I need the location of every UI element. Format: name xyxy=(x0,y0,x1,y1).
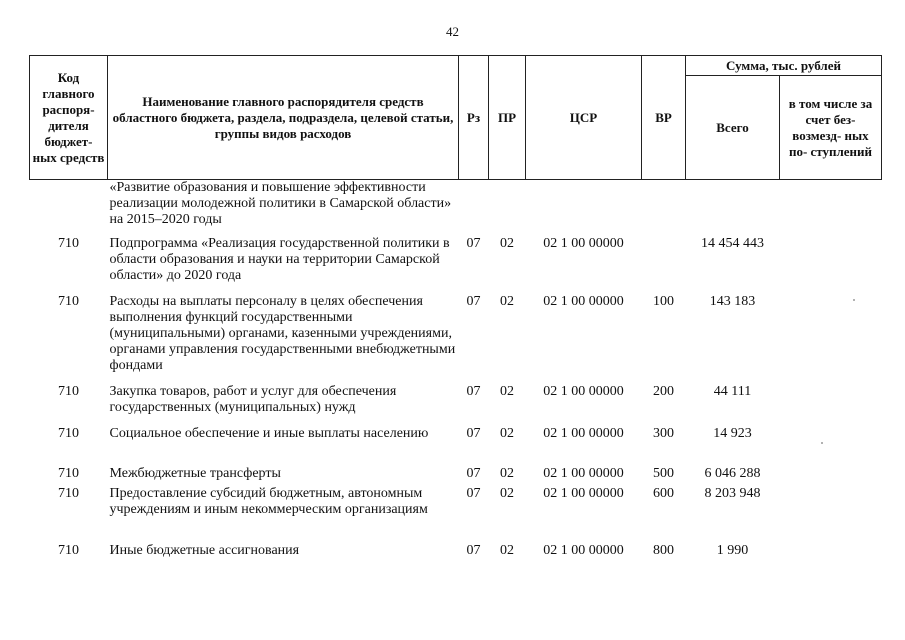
cell-total: 143 183 xyxy=(709,293,756,309)
table-row xyxy=(30,384,882,426)
cell-incl xyxy=(780,180,882,236)
cell-vr xyxy=(642,236,686,294)
cell-name: Закупка товаров, работ и услуг для обеспечения государственных (муниципальных) нужд xyxy=(109,383,397,415)
cell-name: Расходы на выплаты персоналу в целях обеспечения выполнения функций государственными (муниципальными) органами, казенными учреждениями, органами управления государственными внебюджетными фондами xyxy=(109,293,456,373)
cell-incl xyxy=(780,426,882,466)
table-row xyxy=(30,543,882,563)
cell-code: 710 xyxy=(58,542,79,558)
cell-total: 14 923 xyxy=(713,425,752,441)
cell-pr xyxy=(489,180,526,236)
cell-pr: 02 xyxy=(500,293,514,309)
header-csr: ЦСР xyxy=(526,56,642,180)
cell-code: 710 xyxy=(58,293,79,309)
header-code: Код главного распоря- дителя бюджет- ных средств xyxy=(30,56,108,180)
cell-csr xyxy=(526,180,642,236)
page-number: 42 xyxy=(446,24,459,39)
header-pr: ПР xyxy=(489,56,526,180)
cell-name: Межбюджетные трансферты xyxy=(109,465,281,481)
cell-code: 710 xyxy=(58,235,79,251)
cell-pr: 02 xyxy=(500,485,514,501)
cell-vr: 800 xyxy=(653,542,674,558)
cell-code xyxy=(30,180,108,236)
cell-rz: 07 xyxy=(466,425,481,441)
cell-vr: 300 xyxy=(653,425,674,441)
cell-rz xyxy=(459,180,489,236)
cell-rz: 07 xyxy=(466,465,481,481)
header-vr: ВР xyxy=(642,56,686,180)
cell-incl xyxy=(780,236,882,294)
cell-pr: 02 xyxy=(500,542,514,558)
cell-csr: 02 1 00 00000 xyxy=(543,485,624,501)
cell-csr: 02 1 00 00000 xyxy=(543,235,624,251)
table-row xyxy=(30,426,882,466)
cell-name: Социальное обеспечение и иные выплаты населению xyxy=(109,425,429,441)
cell-csr: 02 1 00 00000 xyxy=(543,425,624,441)
cell-csr: 02 1 00 00000 xyxy=(543,542,624,558)
header-incl: в том числе за счет без- возмезд- ных по- ступлений xyxy=(780,76,882,180)
cell-vr: 100 xyxy=(653,293,674,309)
cell-csr: 02 1 00 00000 xyxy=(543,383,624,399)
cell-rz: 07 xyxy=(466,293,481,309)
cell-name: Подпрограмма «Реализация государственной политики в области образования и науки на территории Самарской области» до 2020 года xyxy=(109,235,450,283)
budget-table xyxy=(29,55,882,563)
cell-pr: 02 xyxy=(500,425,514,441)
cell-incl xyxy=(780,294,882,384)
cell-csr: 02 1 00 00000 xyxy=(543,293,624,309)
cell-vr xyxy=(642,180,686,236)
cell-name: Иные бюджетные ассигнования xyxy=(109,542,300,558)
cell-incl xyxy=(780,486,882,543)
table-row xyxy=(30,236,882,294)
table-header xyxy=(30,56,882,180)
cell-incl xyxy=(780,466,882,486)
cell-code: 710 xyxy=(58,485,79,501)
cell-total: 6 046 288 xyxy=(704,465,761,481)
cell-total xyxy=(686,180,780,236)
cell-total: 8 203 948 xyxy=(704,485,761,501)
table-body xyxy=(30,180,882,563)
cell-code: 710 xyxy=(58,465,79,481)
table-row xyxy=(30,486,882,543)
cell-rz: 07 xyxy=(466,485,481,501)
cell-rz: 07 xyxy=(466,542,481,558)
cell-total: 44 111 xyxy=(713,383,752,399)
cell-incl xyxy=(780,543,882,563)
cell-total: 1 990 xyxy=(716,542,749,558)
cell-vr: 200 xyxy=(653,383,674,399)
scan-speck xyxy=(853,299,855,301)
cell-total: 14 454 443 xyxy=(701,235,764,251)
cell-name: «Развитие образования и повышение эффективности реализации молодежной политики в Самарской области» на 2015–2020 годы xyxy=(109,180,452,227)
cell-rz: 07 xyxy=(466,383,481,399)
header-sum: Сумма, тыс. рублей xyxy=(686,56,882,76)
header-rz: Рз xyxy=(459,56,489,180)
cell-incl xyxy=(780,384,882,426)
table-row xyxy=(30,180,882,236)
cell-pr: 02 xyxy=(500,465,514,481)
cell-code: 710 xyxy=(58,383,79,399)
cell-pr: 02 xyxy=(500,383,514,399)
header-name: Наименование главного распорядителя средств областного бюджета, раздела, подраздела, целевой статьи, группы видов расходов xyxy=(108,56,459,180)
table-row xyxy=(30,466,882,486)
scan-speck xyxy=(821,442,823,444)
cell-rz: 07 xyxy=(466,235,481,251)
cell-code: 710 xyxy=(58,425,79,441)
cell-pr: 02 xyxy=(500,235,514,251)
cell-name: Предоставление субсидий бюджетным, автономным учреждениям и иным некоммерческим организациям xyxy=(109,485,428,517)
table-row xyxy=(30,294,882,384)
header-total: Всего xyxy=(686,76,780,180)
cell-vr: 500 xyxy=(653,465,674,481)
cell-vr: 600 xyxy=(653,485,674,501)
cell-csr: 02 1 00 00000 xyxy=(543,465,624,481)
